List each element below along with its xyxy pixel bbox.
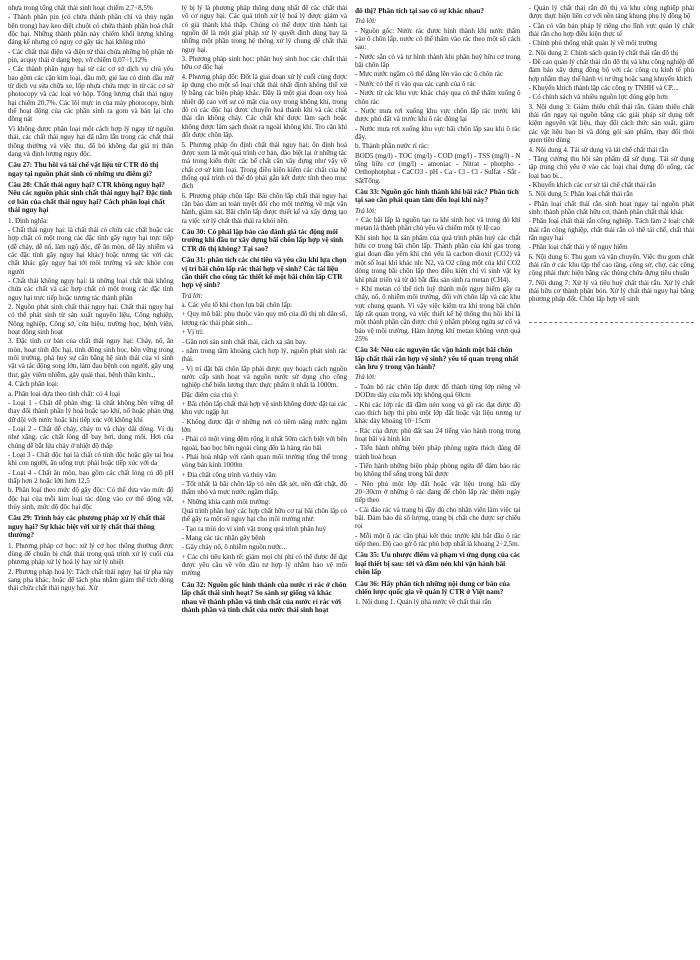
question-heading-32-continued: đô thị? Phân tích tại sao có sự khác nhau? — [355, 6, 484, 15]
answer-line: - Phải hoà nhập với cảnh quan môi trường tổng thể trong vòng bán kính 1000m — [181, 452, 347, 470]
answer-line: - Vị trí đặt bãi chôn lấp phải được quy hoạch cách nguồn nước cấp sinh hoạt và nguồn nước sử dụng cho công nghiệp chế biến lương thực thực phẩm ít nhất là 1000m. — [181, 364, 347, 390]
answer-line: - Tốt nhất là bãi chôn lấp có nền đất sét, nền đất chặt, độ thấm nhỏ và mực nước ngầm thấp. — [181, 480, 347, 497]
paragraph: - Chính phủ thống nhất quản lý về môi trường — [528, 39, 658, 48]
paragraph: - Khuyến khích các cơ sở tái chế chất thải rắn — [528, 180, 656, 189]
answer-line: + Những khía cạnh môi trường: — [181, 497, 271, 506]
answer-line: - Chất thải không nguy hại: là những loại chất thải không chứa các chất và các hợp chất có một trong các đặc tính nguy hại trực tiếp hoặc tương tác thành phần — [8, 277, 174, 302]
answer-line: - Chất thải nguy hại: là chất thải có chứa các chất hoặc các hợp chất có một trong các đặc tính gây nguy hại trực tiếp (dễ cháy, dễ nổ, làm ngộ độc, dễ ăn mòn, dễ lây nhiễm và các đặc tính gây nguy hại khác) hoặc tương tác với các chất khác gây nguy hại tới môi trường và sức khỏe con người — [8, 225, 174, 276]
answer-line: b. Phân loại theo mức độ gây độc: Có thể dựa vào mức độ độc hại của mỗi kim loại tác động vào cơ thể động vật, thủy sinh, mức độ độc hại độc — [8, 486, 174, 511]
answer-line: - Tạo ra mùi do vi sinh vật trong quá trình phân huỷ — [181, 524, 327, 533]
paragraph: 2. Nội dung 2: Chính sách quản lý chất thải rắn đô thị — [528, 48, 679, 57]
answer-line: - Tiến hành những biện pháp phòng ngừa thích đáng để tránh hoả hoạn — [355, 444, 521, 461]
answer-line: a. Phân loại dựa theo tính chất: có 4 loại — [8, 389, 121, 398]
paragraph: - Cần có văn bản pháp lý riêng cho lĩnh vực quản lý chất thải rắn cho hợp điều kiện thực tế — [528, 21, 694, 39]
answer-line: + Các chỉ tiêu kinh tế: giảm mọi chi phí có thể được để đạt được yêu cầu về vốn đầu tư hợp lý nhằm bảo vệ môi trường — [181, 552, 347, 578]
answer-line: Quá trình phân huỷ các hợp chất hữu cơ tại bãi chôn lấp có thể gây ra một số nguy hại cho môi trường như: — [181, 507, 347, 524]
answer-line: - Gây cháy nổ, ô nhiễm nguồn nước... — [181, 543, 288, 552]
answer-line: 2. Phương pháp hoá lý: Tách chất thải nguy hại từ pha này sang pha khác, hoặc để tách pha nhằm giảm thể tích dòng thải chứa chất thải nguy hại. Xử — [8, 567, 174, 593]
answer-line: - Mang các tác nhân gây bệnh — [181, 534, 266, 543]
paragraph: - Phân loại chất thải rắn sinh hoạt ngay tại nguồn phát sinh: thành phần chất hữu cơ, thành phần chất thải khác — [528, 199, 694, 216]
paragraph: - Thành phần pin (có chứa thành phần chì và thủy ngân bên trong) hay keo diệt chuột có chứa thành phần hoá chất độc hại. Những thành phần này chiếm khối lượng không đáng kể nhưng có nguy cơ gây tác hại không nhỏ — [8, 13, 174, 47]
paragraph: 7. Nội dung 7: Xử lý và tiêu huỷ chất thải rắn. Xử lý chất thải hữu cơ thành phân bón. Xử lý chất thải nguy hại bằng phương pháp đốt. Chôn lấp hợp vệ sinh — [528, 278, 694, 304]
column-2 — [182, 4, 348, 948]
answer-line: - Mỗi một ô rác cần phải kết thúc trước khi bắt đầu ô rác tiếp theo. Độ cao gờ ô rác phù hợp nhất là khoảng 2÷2,5m. — [355, 531, 521, 548]
paragraph: - Nước từ các khu vực khác chảy qua có thể thấm xuống ô chôn rác — [355, 89, 521, 106]
paragraph: b. Thành phần nước rỉ rác: — [355, 142, 429, 151]
paragraph: - Nước mưa rơi xuống khu vực bãi chôn lấp sau khi ô rác đầy. — [355, 124, 521, 141]
answer-line: - Toàn bộ rác chôn lấp được đổ thành từng lớp riêng về DODm dày của mỗi lớp không quá 60cm — [355, 382, 521, 400]
paragraph: - Khuyến khích thành lập các công ty TNHH và CP.... — [528, 84, 679, 93]
answer-line: + Vị trí: — [181, 328, 204, 337]
answer-line: - Gần nơi sản sinh chất thải, cách xa sân bay. — [181, 337, 307, 346]
answer-line: + Các bãi lấp là nguồn tạo ra khí sinh học và trong đó khí metan là thành phần chủ yếu và chiếm một tỷ lệ cao — [355, 216, 521, 233]
paragraph: 6. Phương pháp chôn lấp: Bãi chôn lấp chất thải nguy hại cần bảo đảm an toàn tuyệt đối cho môi trường về mặt vận hành, giám sát. Bãi chôn lấp được thiết kế và xây dựng tạo ra việc xử lý chất thải thải ra khỏi nền. — [181, 191, 347, 225]
answer-line: Đặc điểm của chủ ý: — [181, 390, 239, 399]
answer-line: - nằm trong tầm khoảng cách hợp lý, nguồn phát sinh rác thải. — [181, 346, 347, 364]
dashed-separator — [529, 322, 695, 323]
paragraph: - Phân loại chất thải y tế nguy hiểm — [528, 243, 628, 252]
answer-line: 1. Phương pháp cơ học: xử lý cơ học thông thường được dùng để chuẩn bị chất thải trong quá trình xử lý cuối của phương pháp xử lý hoá lý hay xử lý nhiệt — [8, 541, 174, 567]
answer-line: - Tiến hành những biện pháp phòng ngừa để đảm bảo rác bọ không thể sống trong bãi được — [355, 461, 521, 479]
paragraph: BOD5 (mg/l) - TOC (mg/l) - COD (mg/l) - TSS (mg/l) - N tổng hữu cơ (mg/l) - amoniac - Nitrat - photpho - Orthophotphat - CaCO3 - pH - Ca - Cl - Cl - Sulfat - Sắt - SắtTổng. — [355, 151, 521, 185]
answer-line: - Khi các lớp rác đã đầm nén xong và gồ rác đạt được độ cao thích hợp thì phủ một lớp đất hoặc vật liệu tương tự khác dày khoảng 10÷15cm — [355, 400, 521, 426]
paragraph: nhựa trong tổng chất thải sinh hoạt chiếm 2,7÷8,5% — [8, 4, 153, 12]
paragraph: - Các chất thải điện và điện tử thải chứa những bộ phận nh pin, acquy thải ở dạng bẹp, vỡ chiếm 0,07÷1,12% — [8, 47, 174, 65]
answer-label: Trả lời: — [181, 291, 203, 300]
question-heading-29: Câu 29: Trình bày các phương pháp xử lý chất thải nguy hại? Sự khác biệt với xử lý chất thải thông thường? — [8, 513, 165, 540]
answer-line: + Khí metan có thể tích luỹ thành một nguy hiểm gây ra cháy, nổ, ô nhiễm môi trường, đối với chôn lấp và các khu vực chung quanh. Vì vậy việc kiểm tra khí trong bãi chôn lấp rất quan trọng, và việc thiết kế hệ thống thu hồi khí là một thành phần cần được chú ý nhằm phòng ngừa sự cố và bảo vệ môi trường. Hàm lượng khí metan không vượt quá 25% — [355, 284, 521, 343]
question-heading-36: Câu 36: Hãy phân tích những nội dung cơ bản của chiến lược quốc gia về quản lý CTR ở Việt nam? — [355, 578, 510, 596]
answer-line: - Phải có một vùng đệm rộng ít nhất 50m cách biệt với bên ngoài, bao bọc bên ngoài cùng đến là hàng rào bãi — [181, 435, 347, 452]
paragraph: - Tăng cường thu hồi sản phẩm đã sử dụng. Tái sử dụng tập trung chủ yếu ở vào các loại chai đựng đồ uống, các loại bao bì... — [528, 154, 694, 180]
column-4 — [529, 4, 695, 948]
question-heading-30: Câu 30: Có phải lập báo cáo đánh giá tác động môi trường khi đầu tư xây dựng bãi chôn lấp hợp vệ sinh CTR đô thị không? Tại sao? — [181, 226, 344, 253]
column-3 — [355, 4, 521, 948]
answer-line: 3. Đặc tính cơ bản của chất thải nguy hại: Cháy, nổ, ăn mòn, hoạt tính độc hại, tính đồng sinh học, bền vững trong môi trường, phá huỷ sự cân bằng hệ sinh thái của vi sinh vật và tác động song lớn, làm đau bệnh con người, gây ung thư, gây viêm nhiễm, gây quái thai, bệnh thần kinh... — [8, 337, 174, 379]
paragraph: 6. Nội dung 6: Thu gom và vận chuyển. Việc thu gom chất thải rắn ở các khu tập thể cao tầng, công sở, chợ, các công cộng phải thực hiện bằng các thùng chứa đựng tiêu chuẩn — [528, 252, 694, 278]
paragraph: 3. Nội dung 3: Giảm thiểu chất thải rắn. Giảm thiểu chất thải rắn ngay tại nguồn bằng các giải pháp sử dụng tiết kiệm nguyên vật liệu, thay đổi cách thức sản xuất, giảm các vật liệu bao bì và đóng gói sản phẩm, thay đổi thói quen tiêu dùng — [528, 102, 694, 145]
answer-line: + Bãi chôn lấp chất thải hợp vệ sinh không được đặt tại các khu vực ngập lụt — [181, 399, 347, 417]
answer-line: 4. Cách phân loại: — [8, 380, 59, 389]
question-heading-33: Câu 33: Nguồn gốc hình thành khí bãi rác? Phân tích tại sao cần phải quan tâm đến loại khí này? — [355, 186, 519, 205]
paragraph: 5. Phương pháp ổn định chất thải nguy hại: ổn định hoá được xem là một quá trình cơ bản, đảo biệt lại ở những tác mà trong kiến ​​thức các bể chất cần xây dựng như vậy về chất cơ sở kim loại. Trong điều kiện kiểm các chất của hệ thống quá trình có thể đó phải gắn kết được tính theo mục đích — [181, 140, 347, 191]
paragraph: 4. Nội dung 4. Tái sử dụng và tái chế chất thải rắn — [528, 145, 668, 154]
answer-line: - Cải đảo rác và trang bị đầy đủ cho nhân viên làm việc tại bãi. Đảm bảo đủ số lượng, trang bị chất che được sự chiếu rọi — [355, 505, 521, 531]
paragraph: - Phân loại chất thải rắn công nghiệp. Tách làm 2 loại: chất thải rắn công nghiệp, chất thải rắn có thể tái chế, chất thải rắn nguy hại — [528, 217, 694, 242]
paragraph: - Nước có thể rỉ vào qua các cạnh của ô rác — [355, 79, 476, 88]
paragraph: - Đề cao quản lý chất thải rắn đô thị và khu công nghiệp để đảm bảo xây dựng đồng bộ với các công cụ kinh tế phù hợp nhằm thay thế hành vi tư ứng hoặc sang khuyến khích — [528, 58, 694, 83]
paragraph: 4. Phương pháp đốt: Đốt là giai đoạn xử lý cuối cùng được áp dụng cho một số loại chất thải nhất định không thể xử lý bằng các biện pháp khác. Đây là một giai đoạn oxy hoá nhiệt độ cao với sự có mặt của oxy trong không khí, trong đó có các độc hại được chuyển hoá thành khí và các chất thải rắn không cháy. Các chất khí được làm sạch hoặc không được làm sạch thoát ra ngoài không khí. Tro cặn khi đốt được chôn lấp. — [181, 72, 347, 140]
paragraph: - Các thành phần nguy hại từ các cơ sở dịch vụ chủ yếu bao gồm các cặn kim loại, dầu mỡ, giẻ lau có dính dầu mỡ từ dịch vụ sửa chữa xe, lốp nhựa chứa mực in từ các cơ sở photocopy và các loại vỏ hộp. Tổng lượng chất thải nguy hại chiếm 20,7%. Các lõi mực in của máy photocopy, bình thể hoạt động của các phần sinh ra gom và bán lại cho đồng nát — [8, 65, 174, 124]
paragraph: - Mực nước ngầm có thể dâng lên vào các ô chôn rác — [355, 70, 503, 79]
answer-line: 1. Định nghĩa: — [8, 216, 49, 225]
paragraph: - Nước mưa rơi xuống khu vực chôn lấp rác trước khi được phủ đất và trước khi ô rác đóng lại — [355, 106, 521, 124]
answer-line: - Loại 4 - Chất ăn mòn, bao gồm các chất lỏng có độ pH thấp hơn 2 hoặc lớn hơn 12,5 — [8, 468, 174, 485]
answer-line: Khi sinh học là sản phẩm của quá trình phân huỷ các chất hữu cơ trong bãi chôn lấp. Thành phần của khí gas trong giai đoạn đầu yếm khí chủ yếu là cacbon dioxit (CO2) và một số loại khí khác nh: N2, và O2 cũng một của khí CO2 dòng trong bãi chôn lấp theo điều kiện chỉ vì sinh vật kỵ khí phát triển và từ đó bắt đầu sản sinh ra metan (CH4). — [355, 233, 521, 284]
answer-line: 2. Nguồn phát sinh chất thải nguy hại: Chất thải nguy hại có thể phát sinh từ sản xuất nguyên liệu, Công nghiệp, Nông nghiệp, Công sở, cửa hiệu, trường học, bệnh viện, hoạt động sinh hoạt — [8, 303, 174, 337]
paragraph: 3. Phương pháp sinh học: phân huỷ sinh học các chất thải hữu cơ độc hại — [181, 55, 347, 72]
paragraph: - Quản lý chất thải rắn đô thị và khu công nghiệp phải được thực hiện liên cơ với nền tảng khung phụ lý đồng bộ — [528, 4, 694, 21]
paragraph: - Có chính sách và nhiều nguồn lực đóng góp hơn — [528, 93, 668, 102]
answer-line: - Nên phủ một lớp đất hoặc vật liệu trong bãi dày 20÷30cm ở những ô rác đang để chôn lấp rác thêm ngày tiếp theo — [355, 479, 521, 505]
answer-label: Trả lời: — [355, 17, 377, 26]
paragraph: lý bị lý là phương pháp thông dụng nhất để các chất thải vô cơ nguy hại. Các quá trình xử lý hoá lý được giảm và có giá thành khả thấp. Chúng có thể được tính hành tại nguồn để là một giai pháp xử lý quyết định dùng hay là những một phần trong hệ thống xử lý chung để chất thải nguy hại. — [181, 4, 347, 54]
question-heading-32: Câu 32: Nguồn gốc hình thành của nước rỉ rác ở chôn lấp chất thải sinh hoạt? So sánh sự giống và khác nhau về thành phần và tính chất của nước rỉ rác với thành phần và tính chất của nước thải sinh hoạt — [181, 579, 347, 614]
paragraph: - Nước sẵn có và tự hình thành khi phân huỷ hữu cơ trong bãi chôn lấp — [355, 52, 521, 70]
answer-line: - Không được đặt ở những nơi có tiềm năng nước ngầm lớn — [181, 417, 347, 434]
paragraph: Vì không được phân loại một cách hợp lý ngay từ nguồn thải, các chất thải nguy hại đã nằm lẫn trong các chất thải thông thường và việc thu, đổ bỏ không đạt giá trị thân dạng và định lượng nguy độc. — [8, 124, 174, 158]
answer-label: Trả lời: — [355, 373, 377, 382]
answer-line: + Quy mô bãi: phụ thuộc vào quy mô của đô thị nh dân số, lượng rác thải phát sinh... — [181, 310, 347, 327]
column-1 — [8, 4, 174, 948]
question-heading-28: Câu 28: Chất thải nguy hại? CTR không nguy hại? Nêu các nguồn phát sinh chất thải nguy hại? Đặc tính cơ bản của chất thải nguy hại? Cách phân loại chất thải nguy hại — [8, 180, 173, 215]
paragraph: 5. Nội dung 5: Phân loại chất thải rắn — [528, 190, 633, 199]
question-heading-27: Câu 27: Thu hồi và tái chế vật liệu từ CTR đô thị ngay tại nguồn phát sinh có những ưu điểm gì? — [8, 160, 159, 178]
answer-line: - Loại 1 - Chất dễ phản ứng: là chất không bền vững dễ thay đổi thành phần lý hoá hoặc tạo khí, nổ hoặc phản ứng dữ dội với nước hoặc khi tiếp xúc với không khí — [8, 398, 174, 424]
answer-line: a. Các yếu tố khi chọn lựa bãi chôn lấp: — [181, 301, 293, 310]
question-heading-35: Câu 35: Ưu nhược điểm và phạm vi ứng dụng của các loại thiết bị sau: tời và đầm nén khi vận hành bãi chôn lấp — [355, 550, 521, 577]
answer-line: - Rác của được phủ đất sau 24 tiếng vào hành trong trong hoạt bãi và hình kín — [355, 426, 521, 443]
answer-line: - Loại 3 - Chất độc hại là chất có tính độc hoặc gây tai hoạ khi con người, ăn uống trực phải hoặc tiếp xúc với da — [8, 450, 174, 468]
answer-line: + Địa chất công trình và thủy văn: — [181, 470, 277, 479]
answer-label: Trả lời: — [355, 206, 377, 215]
question-heading-34: Câu 34: Nêu các nguyên tắc vận hành một bãi chôn lấp chất thải rắn hợp vệ sinh? yêu tố quan trọng nhất cần lưu ý trong vận hành? — [355, 345, 519, 372]
answer-line: 1. Nội dung 1. Quản lý nhà nước về chất thải rắn — [355, 598, 492, 607]
question-heading-31: Câu 31: phân tích các chỉ tiêu và yêu cầu khi lựa chọn vị trí bãi chôn lấp rác thải hợp vệ sinh? Các tài liệu cần thiết cho công tác thiết kế một bãi chôn lấp CTR hợp vệ sinh? — [181, 255, 347, 290]
answer-line: - Loại 2 - Chất dễ cháy, cháy to và chảy dài dòng. Ví dụ như xăng, các chất lỏng dễ bay hơi, dung môi. Hơi của chúng dễ bắt lửa cháy ở nhiệt độ thấp — [8, 424, 174, 450]
paragraph: - Nguồn gốc: Nước rác được hình thành khi nước thấm vào ô chôn lấp, nước có thể thấm vào rác theo một số cách sau: — [355, 26, 521, 52]
